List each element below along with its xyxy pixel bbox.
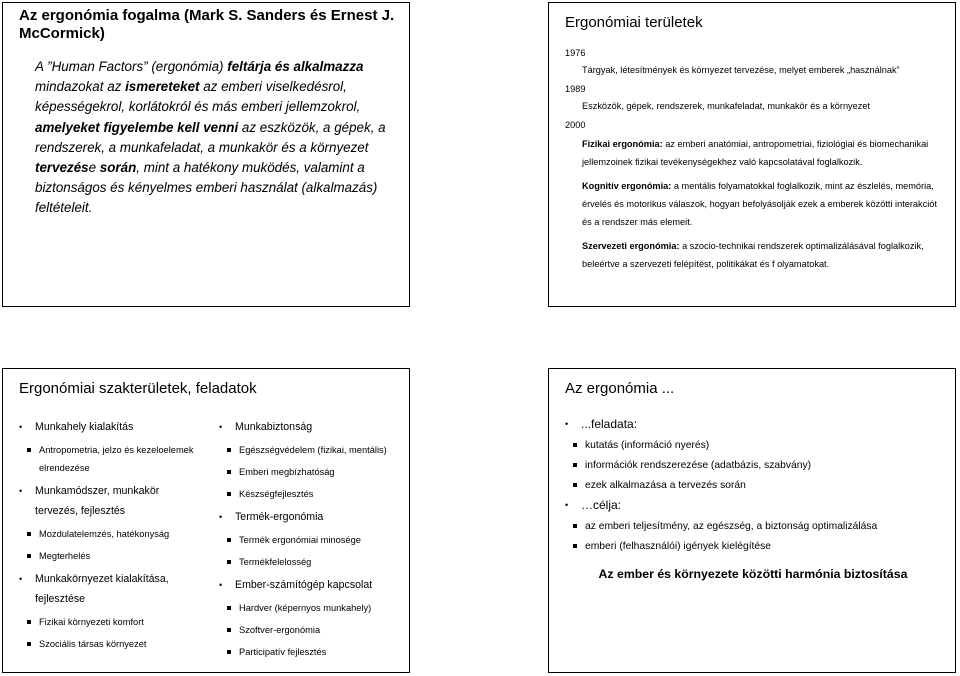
areas-content (565, 45, 945, 279)
body-text: mindazokat az (35, 79, 126, 95)
sub-list-item: Emberi megbízhatóság (217, 463, 407, 481)
emphasis-text: során (99, 160, 137, 176)
emphasis-text: tervezés (35, 160, 89, 176)
sub-list-item: Egészségvédelem (fizikai, mentális) (217, 441, 407, 459)
list-item: • Munkabiztonság (217, 417, 407, 437)
definition-organizational (582, 237, 945, 273)
list-item-tasks: • ...feladata: (563, 415, 943, 433)
definition-physical (582, 135, 945, 171)
sub-list-item: az emberi teljesítmény, az egészség, a biztonság optimalizálása (563, 517, 943, 537)
body-text: e (88, 160, 100, 176)
slide-ergonomics-purpose (548, 368, 956, 673)
sub-list-item: Mozdulatelemzés, hatékonyság (17, 525, 197, 543)
definition-term: Szervezeti ergonómia: (582, 241, 680, 251)
list-item: • Ember-számítógép kapcsolat (217, 575, 407, 595)
sub-list-item: kutatás (információ nyerés) (563, 436, 943, 456)
slide-title: Az ergonómia ... (565, 380, 675, 397)
definition-term: Kognitív ergonómia: (582, 181, 672, 191)
sub-list-item: Termék ergonómiai minosége (217, 531, 407, 549)
sub-list-item: Hardver (képernyos munkahely) (217, 599, 407, 617)
sub-list-item: Szociális társas környezet (17, 635, 197, 653)
fields-right-column (217, 417, 407, 665)
emphasis-text: feltárja és alkalmazza (227, 59, 364, 74)
definition-text (35, 57, 387, 219)
sub-list-item: ezek alkalmazása a tervezés során (563, 476, 943, 496)
sub-list-item: Participatív fejlesztés (217, 643, 407, 661)
list-item: • Termék-ergonómia (217, 507, 407, 527)
slide-ergonomics-fields (2, 368, 410, 673)
emphasis-text: ismereteket (125, 79, 200, 95)
year-label: 1989 (565, 84, 586, 94)
definition-text: az emberi anatómiai, antropometriai, fiziológiai és biomechanikai jellemzoinek fizikai tevékenységekhez való kapcsolatával foglalkozik. (582, 139, 929, 167)
slide-ergonomics-areas (548, 2, 956, 307)
sub-list-item: Készségfejlesztés (217, 485, 407, 503)
sub-list-item: Fizikai környezeti komfort (17, 613, 197, 631)
year-label: 2000 (565, 120, 586, 130)
sub-list-item: információk rendszerezése (adatbázis, szabvány) (563, 456, 943, 476)
year-description: Tárgyak, létesítmények és környezet tervezése, melyet emberek „használnak” (582, 65, 900, 75)
list-item-goals: • …célja: (563, 496, 943, 514)
sub-list-item: Szoftver-ergonómia (217, 621, 407, 639)
slide-ergonomics-definition (2, 2, 410, 307)
slide-title: Ergonómiai szakterületek, feladatok (19, 380, 257, 397)
list-item: • Munkakörnyezet kialakítása, fejlesztése (17, 569, 197, 609)
list-item: • Munkamódszer, munkakör tervezés, fejlesztés (17, 481, 197, 521)
body-text: , mint a hatékony muködés, valamint a biztonságos és kényelmes emberi használat (alkalmazás) feltételeit. (35, 160, 378, 216)
emphasis-text: amelyeket figyelembe kell venni (35, 119, 239, 135)
slide-title: Ergonómiai területek (565, 14, 703, 31)
definition-term: Fizikai ergonómia: (582, 139, 663, 149)
sub-list-item: Megterhelés (17, 547, 197, 565)
year-label: 1976 (565, 48, 586, 58)
definition-text: a mentális folyamatokkal foglalkozik, mint az észlelés, memória, érvelés és motorikus válaszok, hogyan befolyásolják ezek a emberek közötti interakciót és a rendszer más elemeit. (582, 181, 937, 227)
summary-statement: Az ember és környezete közötti harmónia biztosítása (598, 567, 908, 581)
slide-title: Az ergonómia fogalma (Mark S. Sanders és Ernest J. McCormick) (19, 7, 395, 42)
body-text: A ”Human Factors” (ergonómia) (35, 59, 228, 74)
sub-list-item: Termékfelelosség (217, 553, 407, 571)
definition-text: a szocio-technikai rendszerek optimalizálásával foglalkozik, beleértve a szervezeti felépítést, politikákat és f olyamatokat. (582, 241, 924, 269)
sub-list-item: Antropometria, jelzo és kezeloelemek elrendezése (17, 441, 197, 477)
body-text: az eszközök, a gépek, a rendszerek, a munkafeladat, a munkakör és a környezet (35, 119, 386, 155)
body-text: az emberi viselkedésrol, képességekrol, korlátokról és más emberi jellemzokrol, (35, 79, 361, 115)
definition-cognitive (582, 177, 945, 231)
purpose-content (563, 415, 943, 581)
year-description: Eszközök, gépek, rendszerek, munkafeladat, munkakör és a környezet (582, 101, 871, 111)
sub-list-item: emberi (felhasználói) igények kielégítése (563, 537, 943, 557)
list-item: • Munkahely kialakítás (17, 417, 197, 437)
fields-left-column (17, 417, 197, 657)
